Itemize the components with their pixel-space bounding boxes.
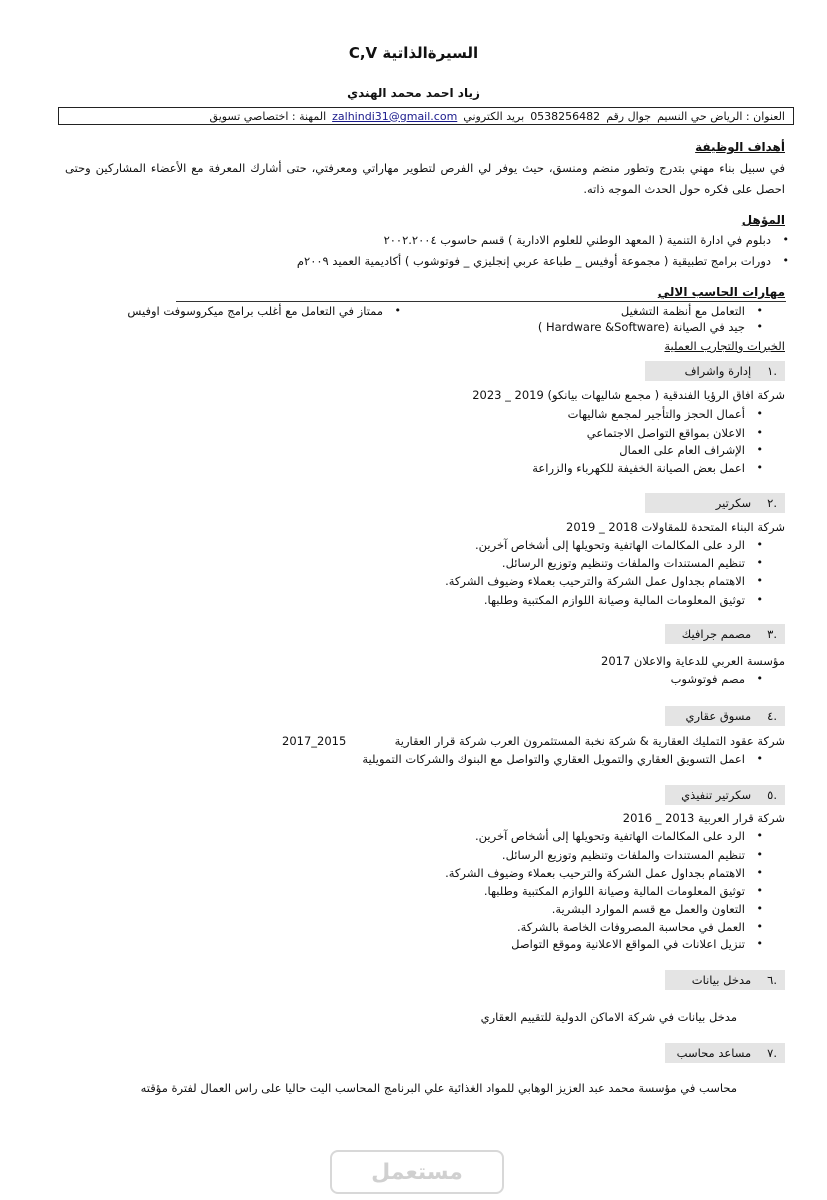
email-label: بريد الكتروني <box>463 109 525 123</box>
job-duty: • اعمل التسويق العقاري والتمويل العقاري والتواصل مع البنوك والشركات التمويلية <box>362 752 745 766</box>
contact-box <box>58 107 794 125</box>
job-header <box>665 624 785 644</box>
job-duty: • الاهتمام بجداول عمل الشركة والترحيب بعملاء وضيوف الشركة. <box>445 574 745 588</box>
experience-heading: الخبرات والتجارب العملية <box>664 339 785 353</box>
job-duty: • العمل في محاسبة المصروفات الخاصة بالشركة. <box>517 920 745 934</box>
job-duty: • الرد على المكالمات الهاتفية وتحويلها إلى أشخاص آخرين. <box>475 829 745 843</box>
job-header <box>665 1043 785 1063</box>
job-number: .٣ <box>767 627 777 641</box>
job-number: .٤ <box>767 709 777 723</box>
job-title: إدارة واشراف <box>684 364 752 378</box>
job-duty: • تنظيم المستندات والملفات وتنظيم وتوزيع الرسائل. <box>502 556 745 570</box>
job-duty: • تنظيم المستندات والملفات وتنظيم وتوزيع الرسائل. <box>502 848 745 862</box>
skill-item: • ممتاز في التعامل مع أغلب برامج ميكروسوفت اوفيس <box>127 304 383 318</box>
job-duty: • الاهتمام بجداول عمل الشركة والترحيب بعملاء وضيوف الشركة. <box>445 866 745 880</box>
job-duty: • الاعلان بمواقع التواصل الاجتماعي <box>587 426 745 440</box>
job-number: .١ <box>767 364 777 378</box>
skill-item: • جيد في الصيانة (Hardware &Software ) <box>538 320 745 334</box>
job-title: مساعد محاسب <box>676 1046 752 1060</box>
qualification-heading: المؤهل <box>741 213 785 227</box>
job-company: شركة قرار العربية 2013 _ 2016 <box>622 811 785 825</box>
watermark-logo: مستعمل <box>330 1150 504 1194</box>
job-duty: • أعمال الحجز والتأجير لمجمع شاليهات <box>568 407 745 421</box>
computer-skills-heading: مهارات الحاسب الالي <box>657 285 785 299</box>
job-duty: • توثيق المعلومات المالية وصيانة اللوازم المكتبية وطلبها. <box>484 884 745 898</box>
job-company: محاسب في مؤسسة محمد عبد العزيز الوهابي للمواد الغذائية علي البرنامج المحاسب اليت حاليا على راس العمال لفترة مؤقته <box>140 1081 737 1095</box>
job-duty: • اعمل بعض الصيانة الخفيفة للكهرباء والزراعة <box>532 461 745 475</box>
qualification-item: • دبلوم في ادارة التنمية ( المعهد الوطني للعلوم الادارية ) قسم حاسوب ٢٠٠٢.٢٠٠٤ <box>384 233 771 247</box>
job-company: شركة البناء المتحدة للمقاولات 2018 _ 2019 <box>566 520 785 534</box>
job-header <box>645 361 785 381</box>
skill-item: • التعامل مع أنظمة التشغيل <box>621 304 745 318</box>
job-years: 2017_2015 <box>282 734 347 748</box>
job-header <box>665 970 785 990</box>
job-duty: • مصم فوتوشوب <box>671 672 745 686</box>
job-number: .٧ <box>767 1046 777 1060</box>
qualification-item: • دورات برامج تطبيقية ( مجموعة أوفيس _ طباعة عربي إنجليزي _ فوتوشوب ) أكاديمية العميد ٢٠٠٩م <box>297 254 771 268</box>
address-text: العنوان : الرياض حي النسيم <box>657 109 785 123</box>
job-number: .٦ <box>767 973 777 987</box>
job-header <box>665 785 785 805</box>
job-duty: • توثيق المعلومات المالية وصيانة اللوازم المكتبية وطلبها. <box>484 593 745 607</box>
job-number: .٢ <box>767 496 777 510</box>
job-duty: • التعاون والعمل مع قسم الموارد البشرية. <box>552 902 745 916</box>
job-title: سكرتير <box>715 496 752 510</box>
job-company: مؤسسة العربي للدعاية والاعلان 2017 <box>601 654 785 668</box>
page-title: السيرةالذاتية C,V <box>348 44 479 62</box>
profession-text: المهنة : اختصاصي تسويق <box>209 109 327 123</box>
email-link[interactable]: zalhindi31@gmail.com <box>332 109 458 123</box>
job-title: مصمم جرافيك <box>681 627 752 641</box>
objectives-text: في سبيل بناء مهني بتدرج وتطور منضم ومنسق، حيث يوفر لي الفرص لتطوير مهاراتي ومعرفتي، حتى أشارك المعرفة مع الأعضاء المشاركين وحتى احصل على فكره حول الحدث الموجه ذاته. <box>65 161 785 196</box>
job-header <box>665 706 785 726</box>
phone-number: 0538256482 <box>530 109 601 123</box>
job-company: شركة عقود التمليك العقارية & شركة نخبة المستثمرون العرب شركة قرار العقارية <box>394 734 785 748</box>
job-duty: • تنزيل اعلانات في المواقع الاعلانية وموقع التواصل <box>511 937 745 951</box>
job-duty: • الإشراف العام على العمال <box>619 443 745 457</box>
phone-label: جوال رقم <box>606 109 652 123</box>
job-number: .٥ <box>767 788 777 802</box>
job-title: مسوق عقاري <box>685 709 752 723</box>
job-title: مدخل بيانات <box>691 973 752 987</box>
job-company: مدخل بيانات في شركة الاماكن الدولية للتقييم العقاري <box>480 1010 737 1024</box>
job-duty: • الرد على المكالمات الهاتفية وتحويلها إلى أشخاص آخرين. <box>475 538 745 552</box>
person-name: زياد احمد محمد الهندي <box>347 86 480 100</box>
job-header <box>645 493 785 513</box>
objectives-heading: أهداف الوظيفة <box>695 140 785 154</box>
job-title: سكرتير تنفيذي <box>681 788 752 802</box>
job-company: شركة افاق الرؤيا الفندقية ( مجمع شاليهات بيانكو) 2019 _ 2023 <box>472 388 785 402</box>
